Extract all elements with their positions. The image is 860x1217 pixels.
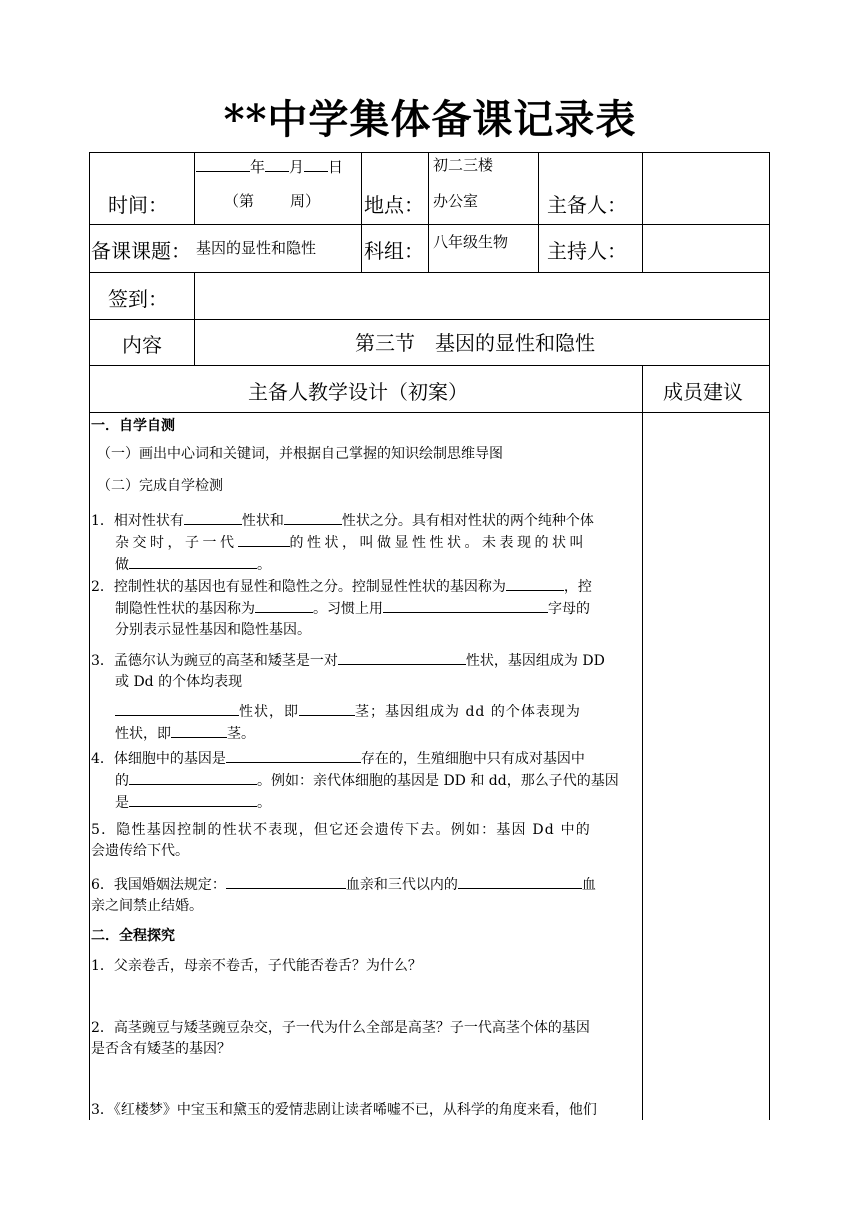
question-6: 6．我国婚姻法规定： 血亲和三代以内的 血 亲之间禁止结婚。 [91,874,640,917]
question-4: 4．体细胞中的基因是 存在的，生殖细胞中只有成对基因中 的 。例如：亲代体细胞的基因是 DD 和 dd，那么子代的基因 是 。 [91,748,640,814]
place-value-2: 办公室 [433,192,479,210]
suggest-header: 成员建议 [663,380,743,404]
page-title: **中学集体备课记录表 [223,96,637,143]
place-label: 地点： [364,193,424,217]
explore-question-2: 2．高茎豌豆与矮茎豌豆杂交，子一代为什么全部是高茎？子一代高茎个体的基因 是否含有矮茎的基因？ [91,1020,590,1057]
question-5: 5．隐性基因控制的性状不表现，但它还会遗传下去。例如：基因 Dd 中的 会遗传给下代。 [91,822,591,859]
subsection-2: （二）完成自学检测 [97,478,223,494]
lead-label: 主备人： [547,193,627,217]
question-2: 2．控制性状的基因也有显性和隐性之分。控制显性性状的基因称为 ，控 制隐性性状的基因称为 。习惯上用 字母的 分别表示显性基因和隐性基因。 [91,576,640,641]
subsection-1: （一）画出中心词和关键词，并根据自己掌握的知识绘制思维导图 [97,446,503,462]
question-1: 1．相对性状有 性状和 性状之分。具有相对性状的两个纯种个体 杂交时，子一代 的性状，叫做显性性状。未表现的状叫 做 。 [91,510,640,576]
explore-question-1: 1．父亲卷舌，母亲不卷舌，子代能否卷舌？为什么？ [91,958,422,974]
time-label: 时间： [108,193,168,217]
group-label: 科组： [364,239,424,263]
group-value: 八年级生物 [433,233,509,251]
signin-label: 签到： [108,287,168,311]
question-3: 3．孟德尔认为豌豆的高茎和矮茎是一对 性状，基因组成为 DD 或 Dd 的个体均表现 性状，即 茎；基因组成为 dd 的个体表现为 性状，即 茎。 [91,650,640,745]
explore-question-3: 3．《红楼梦》中宝玉和黛玉的爱情悲剧让读者唏嘘不已，从科学的角度来看，他们 [91,1102,597,1118]
section-2-heading: 二．全程探究 [91,928,175,944]
date-line-2: （第 周） [224,192,321,210]
host-label: 主持人： [547,239,627,263]
content-value: 第三节 基因的显性和隐性 [355,331,595,355]
topic-value: 基因的显性和隐性 [196,239,317,257]
design-header: 主备人教学设计（初案） [248,380,468,404]
date-line-1: 年 月 日 [196,156,343,177]
section-1-heading: 一．自学自测 [91,418,175,434]
content-label: 内容 [122,333,162,357]
place-value-1: 初二三楼 [433,156,494,174]
topic-label: 备课课题： [91,239,191,263]
